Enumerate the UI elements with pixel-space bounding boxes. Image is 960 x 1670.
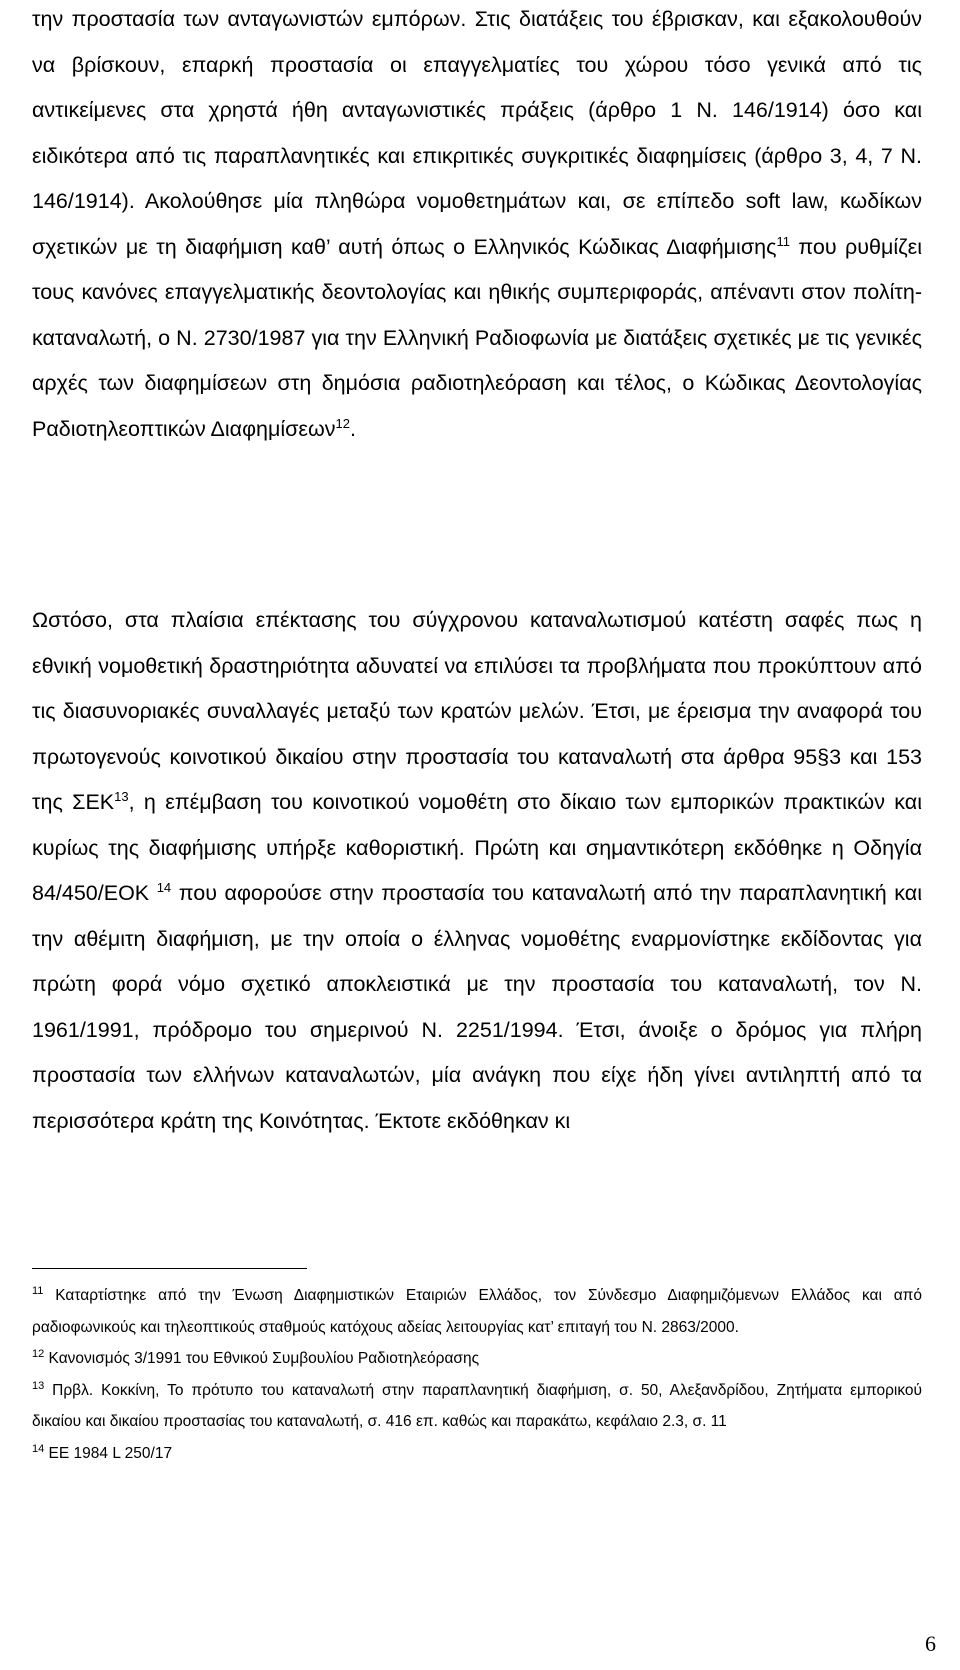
paragraph-1-text-a: την προστασία των ανταγωνιστών εμπόρων. Στις διατάξεις του έβρισκαν, και εξακολουθούν να βρίσκουν, επαρκή προστασία οι επαγγελματίες του χώρου τόσο γενικά από τις αντικείμενες στα χρηστά ήθη ανταγωνιστικές πράξεις (άρθρο 1 Ν. 146/1914) όσο και ειδικότερα από τις παραπλανητικές και επικριτικές συγκριτικές διαφημίσεις (άρθρο 3, 4, 7 Ν. 146/1914). Ακολούθησε μία πληθώρα νομοθετημάτων και, σε επίπεδο soft law, κωδίκων σχετικών με τη διαφήμιση καθ’ αυτή όπως ο Ελληνικός Κώδικας Διαφήμισης <box>32 7 922 259</box>
footnote-reference-14[interactable]: 14 <box>156 879 172 895</box>
footnote-separator <box>32 1268 307 1269</box>
page-number: 6 <box>925 1631 936 1656</box>
footnote-number: 12 <box>32 1347 45 1360</box>
footnote-number: 11 <box>32 1284 44 1297</box>
paragraph-1-text-c: . <box>350 416 356 441</box>
footnote-number: 14 <box>32 1442 45 1455</box>
paragraph-2-text-a: Ωστόσο, στα πλαίσια επέκτασης του σύγχρονου καταναλωτισμού κατέστη σαφές πως η εθνική νομοθετική δραστηριότητα αδυνατεί να επιλύσει τα προβλήματα που προκύπτουν από τις διασυνοριακές συναλλαγές μεταξύ των κρατών μελών. Έτσι, με έρεισμα την αναφορά του πρωτογενούς κοινοτικού δικαίου στην προστασία του καταναλωτή στα άρθρα 95§3 και 153 της ΣΕΚ <box>32 608 922 814</box>
footnote-number: 13 <box>32 1379 45 1392</box>
footnote-11 <box>32 1280 922 1343</box>
footnote-text: Κανονισμός 3/1991 του Εθνικού Συμβουλίου Ραδιοτηλεόρασης <box>44 1350 480 1367</box>
body-paragraph-1 <box>32 0 922 452</box>
footnote-13 <box>32 1375 922 1438</box>
footnote-reference-11[interactable]: 11 <box>776 233 790 249</box>
paragraph-2-text-c: που αφορούσε στην προστασία του καταναλωτή από την παραπλανητική και την αθέμιτη διαφήμιση, με την οποία ο έλληνας νομοθέτης εναρμονίστηκε εκδίδοντας για πρώτη φορά νόμο σχετικό αποκλειστικά με την προστασία του καταναλωτή, τον Ν. 1961/1991, πρόδρομο του σημερινού Ν. 2251/1994. Έτσι, άνοιξε ο δρόμος για πλήρη προστασία των ελλήνων καταναλωτών, μία ανάγκη που είχε ήδη γίνει αντιληπτή από τα περισσότερα κράτη της Κοινότητας. Έκτοτε εκδόθηκαν κι <box>32 881 922 1133</box>
body-paragraph-2 <box>32 598 922 1144</box>
footnotes-section <box>32 1280 922 1469</box>
paragraph-2-text-b: , η επέμβαση του κοινοτικού νομοθέτη στο δίκαιο των εμπορικών πρακτικών και κυρίως της διαφήμισης υπήρξε καθοριστική. Πρώτη και σημαντικότερη εκδόθηκε η Οδηγία 84/450/ΕΟΚ <box>32 790 922 905</box>
footnote-text: Καταρτίστηκε από την Ένωση Διαφημιστικών Εταιριών Ελλάδος, τον Σύνδεσμο Διαφημιζόμενων Ελλάδος και από ραδιοφωνικούς και τηλεοπτικούς σταθμούς κατόχους αδείας λειτουργίας κατ’ επιταγή του Ν. 2863/2000. <box>32 1287 922 1336</box>
footnote-12 <box>32 1343 922 1375</box>
footnote-reference-13[interactable]: 13 <box>114 788 129 804</box>
paragraph-1-text-b: που ρυθμίζει τους κανόνες επαγγελματικής δεοντολογίας και ηθικής συμπεριφοράς, απέναντι στον πολίτη-καταναλωτή, ο Ν. 2730/1987 για την Ελληνική Ραδιοφωνία με διατάξεις σχετικές με τις γενικές αρχές των διαφημίσεων στη δημόσια ραδιοτηλεόραση και τέλος, ο Κώδικας Δεοντολογίας Ραδιοτηλεοπτικών Διαφημίσεων <box>32 234 922 441</box>
footnote-reference-12[interactable]: 12 <box>335 415 351 431</box>
footnote-text: ΕΕ 1984 L 250/17 <box>44 1444 173 1462</box>
footnote-text: Πρβλ. Κοκκίνη, Το πρότυπο του καταναλωτή στην παραπλανητική διαφήμιση, σ. 50, Αλεξανδρίδου, Ζητήματα εμπορικού δικαίου και δικαίου προστασίας του καταναλωτή, σ. 416 επ. καθώς και παρακάτω, κεφάλαιο 2.3, σ. 11 <box>32 1381 922 1430</box>
footnote-14 <box>32 1438 922 1470</box>
